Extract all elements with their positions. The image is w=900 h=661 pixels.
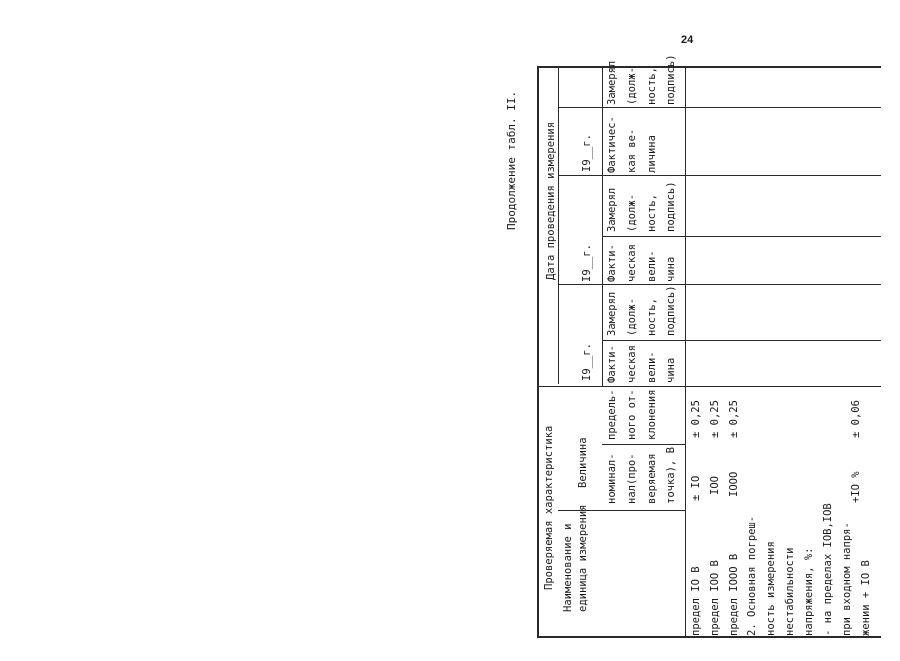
row-name: предел IOOO В: [728, 553, 740, 636]
row-name: ность измерения: [765, 541, 777, 636]
name-unit-header-line2: единица измерения: [577, 504, 589, 612]
row-nominal: IOO: [709, 476, 721, 495]
group3-measured-line3: ность,: [646, 67, 658, 105]
row-name: при входном напря-: [841, 522, 853, 636]
limit-header-line3: клонения: [646, 389, 658, 440]
row-name: - на пределах IOВ,IOВ: [822, 503, 834, 636]
page-number: 24: [681, 34, 694, 46]
checked-characteristic-header: Проверяемая характеристика: [543, 425, 555, 590]
group2-measured-line3: ность,: [646, 194, 658, 232]
group1-measured-line1: Замерял: [606, 291, 618, 336]
row-nominal: IOOO: [728, 471, 740, 497]
measurement-date-header: Дата проведения измерения: [545, 121, 557, 280]
nominal-header-line3: веряемая: [646, 453, 658, 504]
row-name: 2. Основная погреш-: [746, 515, 758, 636]
group1-actual-line3: вели-: [646, 351, 658, 383]
nominal-header-line4: точка), В: [665, 447, 677, 504]
row-limit: ± 0,25: [728, 400, 740, 438]
group3-actual-line3: личина: [646, 135, 658, 173]
group2-actual-line2: ческая: [626, 244, 638, 282]
nominal-header-line1: номинал-: [606, 453, 618, 504]
table-caption: Продолжение табл. II.: [505, 90, 518, 230]
name-unit-header-line1: Наименование и: [562, 523, 574, 612]
group3-date: I9__г.: [581, 134, 593, 172]
row-limit: ± 0,25: [709, 400, 721, 438]
group2-measured-line1: Замерял: [606, 187, 618, 232]
row-nominal: +IO %: [850, 471, 862, 503]
group1-date: I9__г.: [581, 343, 593, 381]
group3-measured-line2: (долж-: [626, 67, 638, 105]
row-nominal: ± IO: [690, 475, 702, 501]
row-name: предел IOO В: [709, 560, 721, 636]
limit-header-line1: предель-: [606, 389, 618, 440]
group2-measured-line2: (долж-: [626, 194, 638, 232]
group2-actual-line4: чина: [665, 256, 677, 282]
group2-actual-line3: вели-: [646, 250, 658, 282]
group1-measured-line3: ность,: [646, 298, 658, 336]
nominal-header-line2: нал(про-: [626, 453, 638, 504]
group3-actual-line1: Фактичес-: [606, 116, 618, 173]
value-header: Величина: [577, 437, 589, 488]
group1-actual-line2: ческая: [626, 345, 638, 383]
group1-actual-line4: чина: [665, 357, 677, 383]
limit-header-line2: ного от-: [626, 389, 638, 440]
group3-measured-line4: подпись): [665, 54, 677, 105]
row-name: жении + IO В: [860, 560, 872, 636]
group1-actual-line1: Факти-: [606, 345, 618, 383]
group1-measured-line2: (долж-: [626, 298, 638, 336]
row-name: предел IO В: [690, 566, 702, 636]
group2-date: I9__г.: [581, 244, 593, 282]
row-limit: ± 0,06: [850, 400, 862, 438]
group3-measured-line1: Замерял: [606, 60, 618, 105]
row-name: нестабильности: [784, 547, 796, 636]
row-limit: ± 0,25: [690, 400, 702, 438]
row-name: напряжения, %:: [803, 547, 815, 636]
group2-measured-line4: подпись): [665, 181, 677, 232]
group1-measured-line4: подпись): [665, 285, 677, 336]
group2-actual-line1: Факти-: [606, 244, 618, 282]
group3-actual-line2: кая ве-: [626, 128, 638, 173]
